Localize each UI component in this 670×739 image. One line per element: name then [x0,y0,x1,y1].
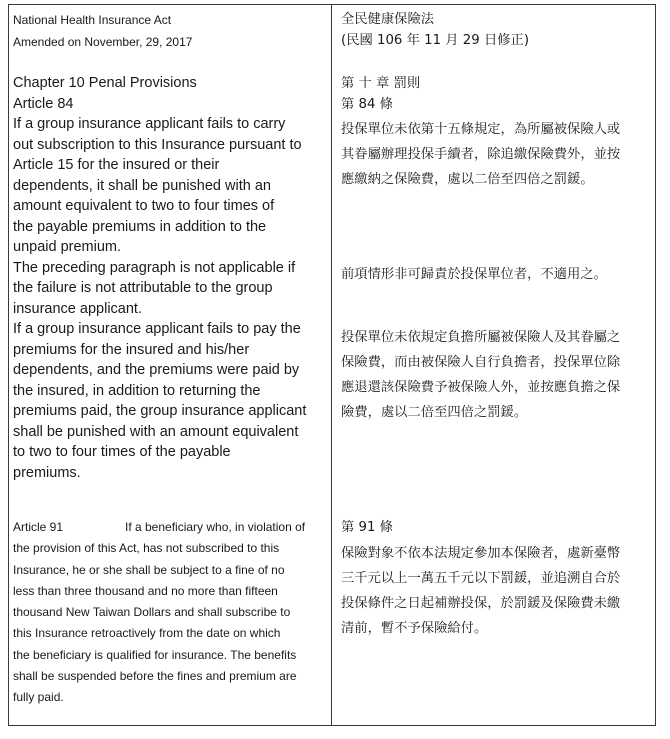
chinese-paragraph-1 [341,117,620,192]
english-paragraph-2 [13,258,306,320]
chinese-article-91-title: 第 91 條 [341,520,393,535]
text-line: shall be suspended before the fines and premium are [13,669,297,684]
text-line: Insurance, he or she shall be subject to a fine of no [13,562,285,577]
english-chapter-title: Chapter 10 Penal Provisions [13,75,197,91]
chinese-paragraph-3 [341,325,620,425]
text-line: 前項情形非可歸責於投保單位者，不適用之。 [341,267,607,282]
text-line: premiums paid, the group insurance applicant [13,403,307,419]
chinese-header [341,9,529,51]
english-act-title: National Health Insurance Act [13,13,172,27]
text-line: the payable premiums in addition to the [13,218,267,235]
text-line: unpaid premium. [13,239,121,255]
text-line: 投保單位未依第十五條規定，為所屬被保險人或 [341,122,621,137]
text-line: this Insurance retroactively from the date on which [13,626,281,641]
english-paragraph-3 [13,319,306,483]
text-line: If a group insurance applicant fails to carry [13,116,286,132]
bilingual-law-table [8,4,656,726]
text-line: premiums for the insured and his/her [13,341,250,358]
text-line: the beneficiary is qualified for insurance. The benefits [13,647,297,662]
chinese-chapter-title: 第 十 章 罰則 [341,76,421,91]
text-line: 三千元以上一萬五千元以下罰鍰，並追溯自合於 [341,571,621,586]
english-article-84-title: Article 84 [13,95,74,112]
text-line: 應繳納之保險費，處以二倍至四倍之罰鍰。 [341,172,594,187]
text-line: The preceding paragraph is not applicable if [13,259,296,276]
text-line: 保險費，而由被保險人自行負擔者，投保單位除 [341,355,621,370]
english-paragraph-1 [13,114,306,258]
english-article-91-label: Article 91 [13,520,64,534]
text-line: fully paid. [13,690,64,705]
text-line: out subscription to this Insurance pursuant to [13,136,302,153]
text-line: 清前，暫不予保險給付。 [341,621,488,636]
text-line: the failure is not attributable to the group [13,280,273,296]
text-line: shall be punished with an amount equivalent [13,423,299,440]
text-segment: If a beneficiary who, in violation of [125,520,306,534]
english-chapter-84 [13,73,306,483]
text-line: Article 15 for the insured or their [13,157,220,173]
chinese-article-91 [341,515,620,641]
text-line: less than three thousand and no more than fifteen [13,583,278,598]
text-line: 投保單位未依規定負擔所屬被保險人及其眷屬之 [341,330,621,345]
english-article-91-first-line [13,517,305,538]
chinese-act-title: 全民健康保險法 [341,12,435,27]
english-article-91 [13,517,305,709]
text-line: amount equivalent to two to four times of [13,198,275,214]
text-line: 投保條件之日起補辦投保，於罰鍰及保險費未繳 [341,596,621,611]
text-line: the provision of this Act, has not subscribed to this [13,541,280,556]
column-divider [331,5,332,725]
chinese-article-84-title: 第 84 條 [341,97,393,112]
english-amended-date: Amended on November, 29, 2017 [13,35,193,49]
chinese-paragraph-2 [341,262,607,287]
english-header [13,9,192,53]
text-line: insurance applicant. [13,300,142,317]
text-line: 險費，處以二倍至四倍之罰鍰。 [341,405,528,420]
text-line: the insured, in addition to returning the [13,382,261,399]
text-line: thousand New Taiwan Dollars and shall subscribe to [13,605,291,620]
text-line: premiums. [13,464,81,481]
text-line: 應退還該保險費予被保險人外，並按應負擔之保 [341,380,621,395]
text-line: 保險對象不依本法規定參加本保險者，處新臺幣 [341,546,621,561]
text-line: to two to four times of the payable [13,444,231,460]
text-line: dependents, and the premiums were paid by [13,362,300,378]
text-line: dependents, it shall be punished with an [13,177,271,194]
text-line: If a group insurance applicant fails to pay the [13,321,301,337]
chinese-amended-date: (民國 106 年 11 月 29 日修正) [341,33,530,48]
text-line: 其眷屬辦理投保手續者，除追繳保險費外，並按 [341,147,621,162]
chinese-chapter-84 [341,73,420,115]
